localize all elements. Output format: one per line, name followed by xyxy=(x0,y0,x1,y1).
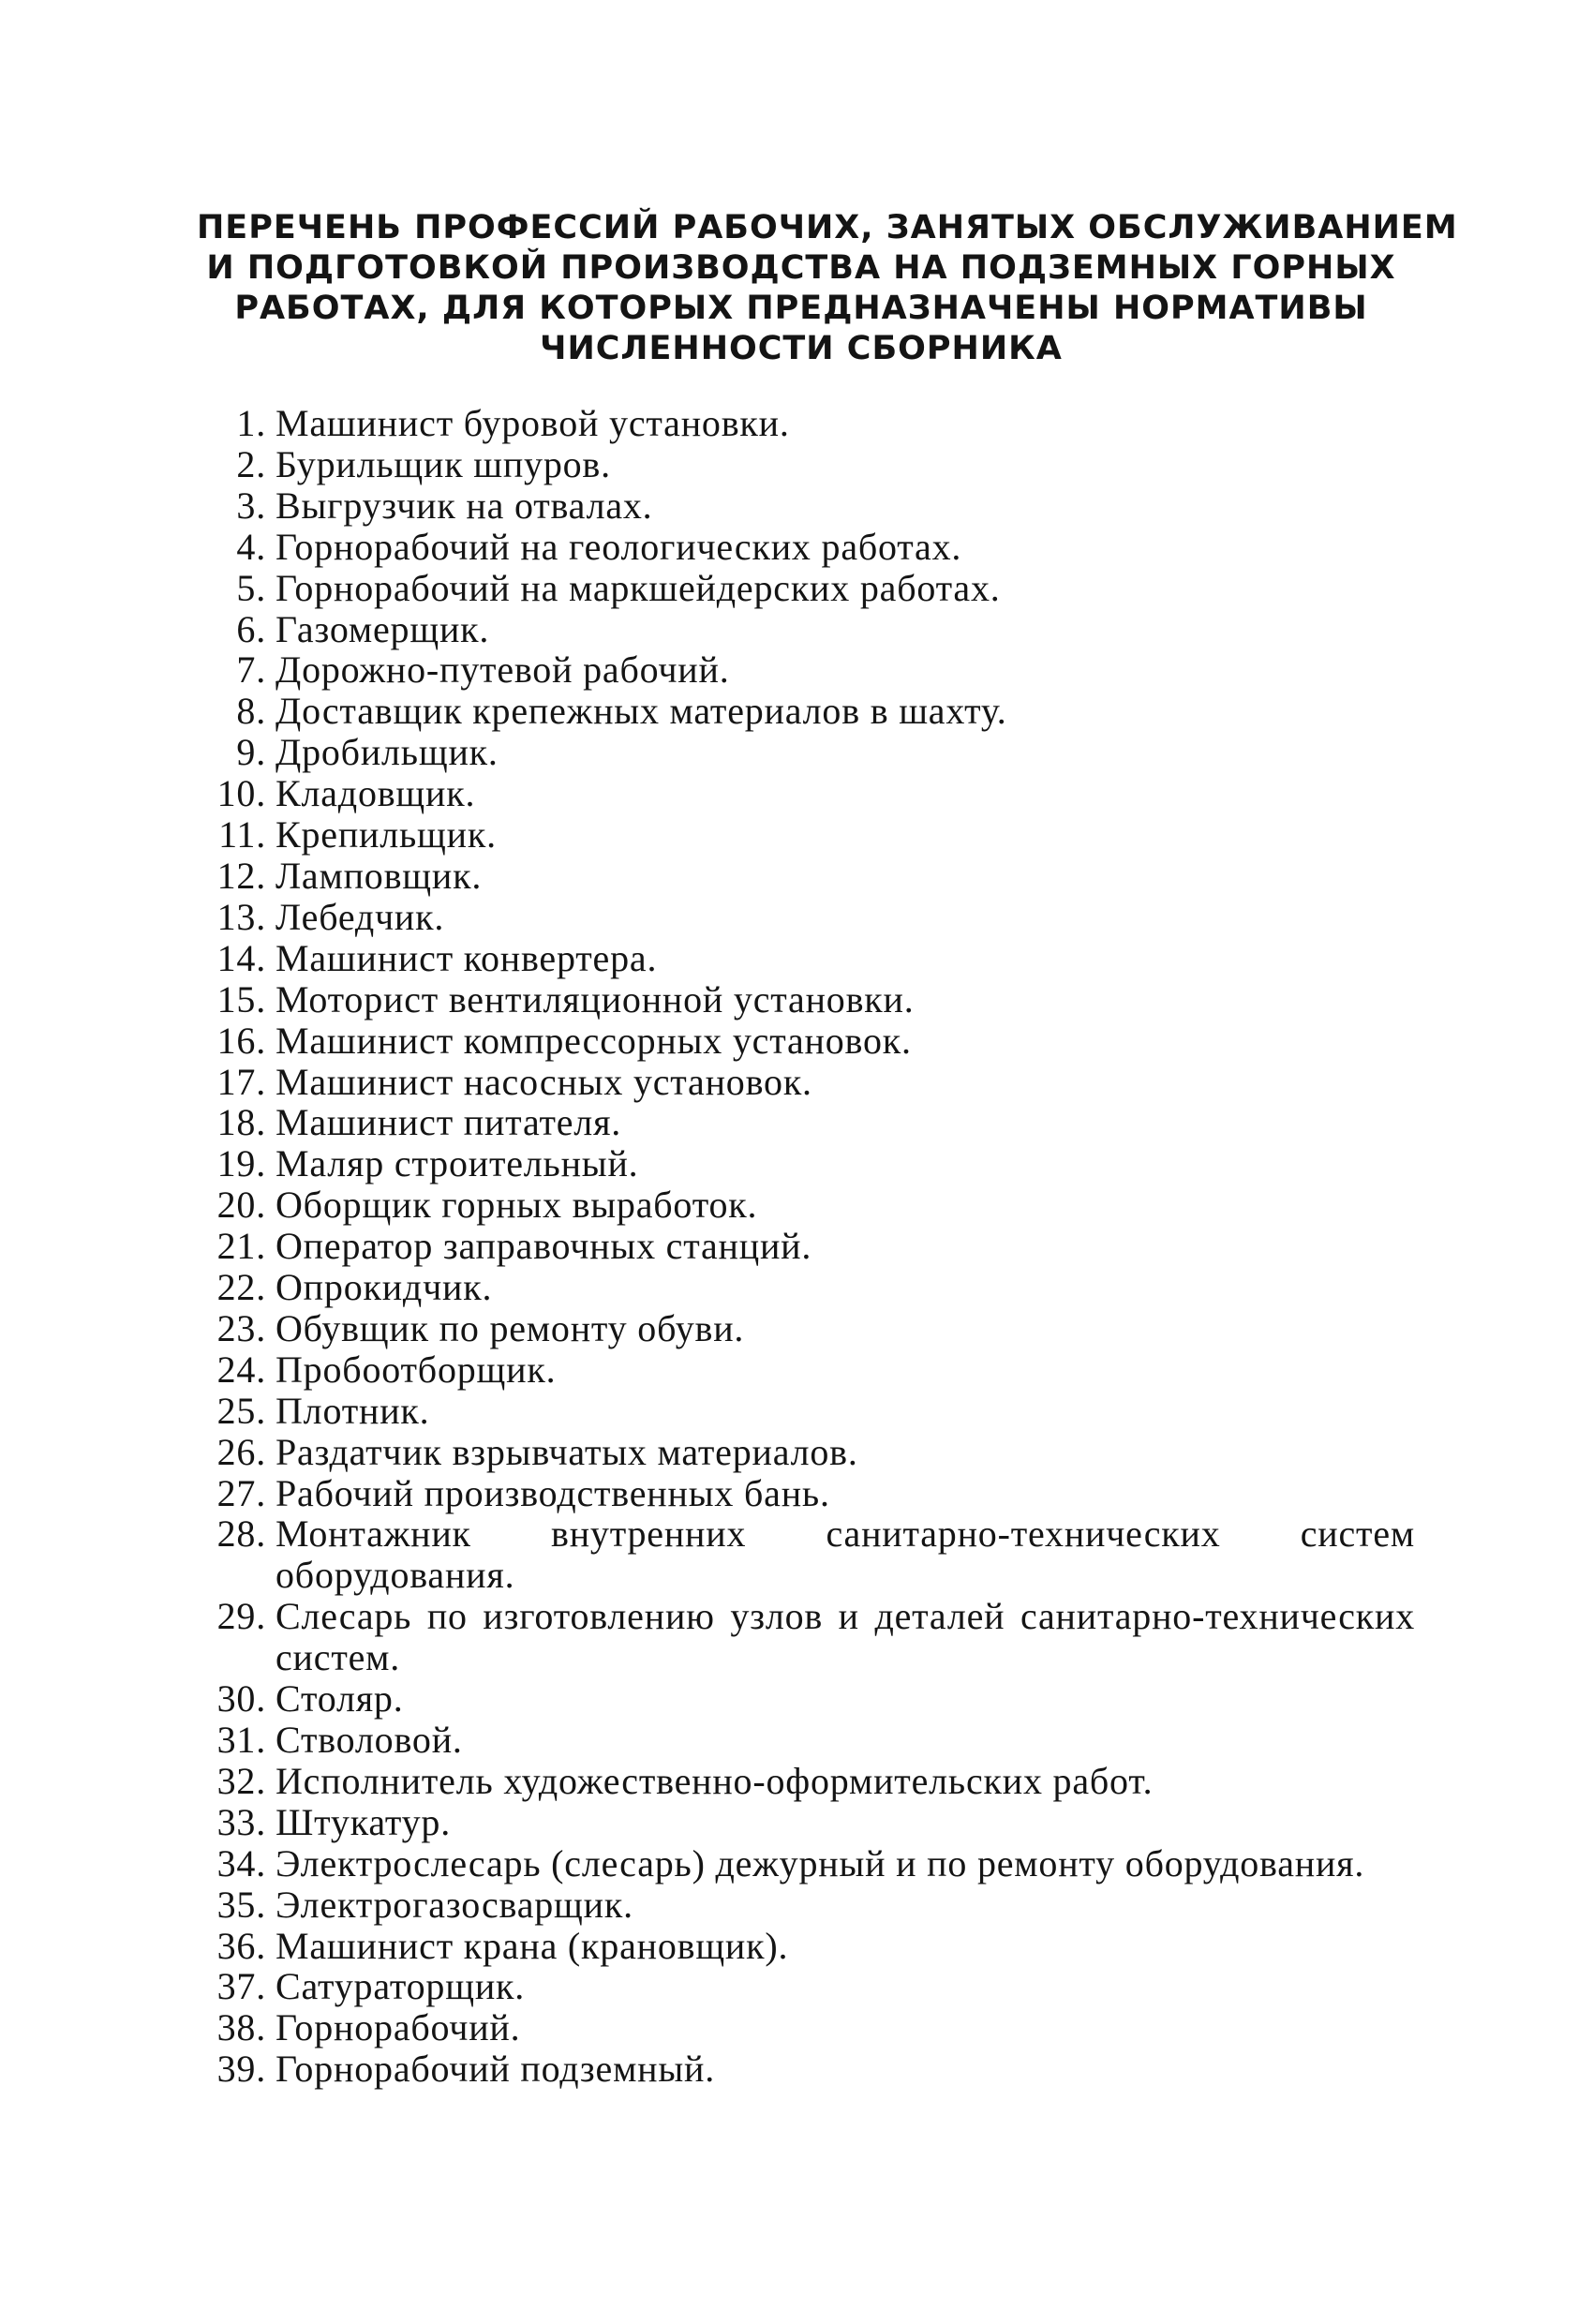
item-number: 18. xyxy=(216,1101,266,1144)
list-item xyxy=(187,649,1415,691)
item-text: Машинист крана (крановщик). xyxy=(275,1924,789,1967)
profession-list xyxy=(187,403,1415,2090)
item-number: 10. xyxy=(216,772,266,815)
list-item xyxy=(187,1678,1415,1720)
item-text: Сатураторщик. xyxy=(275,1965,526,2008)
item-text: Электрогазосварщик. xyxy=(275,1883,633,1926)
title-line-1: ПЕРЕЧЕНЬ ПРОФЕССИЙ РАБОЧИХ, ЗАНЯТЫХ ОБСЛУЖИВАНИЕМ xyxy=(197,209,1458,246)
item-number: 20. xyxy=(216,1184,266,1227)
list-item xyxy=(187,1226,1415,1267)
item-number: 11. xyxy=(218,813,266,857)
item-text: Столяр. xyxy=(275,1677,404,1721)
item-text: Выгрузчик на отвалах. xyxy=(275,484,653,527)
list-item xyxy=(187,1308,1415,1349)
item-text: Раздатчик взрывчатых материалов. xyxy=(275,1430,858,1473)
item-number: 8. xyxy=(236,690,266,733)
document-title xyxy=(197,208,1458,369)
list-item xyxy=(187,1885,1415,1926)
list-item xyxy=(187,1802,1415,1843)
list-item xyxy=(187,1432,1415,1473)
item-text: Лебедчик. xyxy=(275,895,445,938)
item-number: 26. xyxy=(216,1430,266,1473)
item-text: Бурильщик шпуров. xyxy=(275,442,611,485)
list-item xyxy=(187,2007,1415,2048)
list-item xyxy=(187,1062,1415,1103)
item-text: Стволовой. xyxy=(275,1719,463,1761)
item-number: 5. xyxy=(236,566,266,609)
item-number: 6. xyxy=(236,607,266,650)
item-text: Горнорабочий подземный. xyxy=(275,2048,716,2091)
item-number: 14. xyxy=(216,936,266,979)
item-text: Опрокидчик. xyxy=(275,1266,493,1309)
list-item xyxy=(187,897,1415,938)
item-text: Дробильщик. xyxy=(275,731,499,774)
item-text: Моторист вентиляционной установки. xyxy=(275,977,915,1020)
list-item xyxy=(187,1761,1415,1802)
item-text: Штукатур. xyxy=(275,1800,452,1843)
item-number: 15. xyxy=(216,977,266,1020)
item-text: Горнорабочий на маркшейдерских работах. xyxy=(275,566,1001,609)
list-item xyxy=(187,773,1415,814)
list-item xyxy=(187,1143,1415,1184)
item-text: Ламповщик. xyxy=(275,854,483,897)
title-line-4: ЧИСЛЕННОСТИ СБОРНИКА xyxy=(540,330,1063,367)
list-item xyxy=(187,2048,1415,2090)
item-text: Машинист насосных установок. xyxy=(275,1060,812,1103)
list-item xyxy=(187,1102,1415,1143)
item-text: Маляр строительный. xyxy=(275,1142,639,1185)
item-number: 25. xyxy=(216,1389,266,1432)
item-text: Оператор заправочных станций. xyxy=(275,1225,812,1268)
list-item xyxy=(187,609,1415,650)
item-number: 12. xyxy=(216,854,266,897)
item-text: Газомерщик. xyxy=(275,607,490,650)
item-number: 1. xyxy=(236,402,266,444)
item-text: Машинист конвертера. xyxy=(275,936,658,979)
item-text: Дорожно-путевой рабочий. xyxy=(275,648,730,692)
list-item xyxy=(187,1184,1415,1226)
list-item xyxy=(187,1391,1415,1432)
item-text: Монтажник внутренних санитарно-технических систем оборудования. xyxy=(275,1512,1415,1597)
list-item xyxy=(187,1473,1415,1514)
item-text: Пробоотборщик. xyxy=(275,1348,557,1391)
item-number: 37. xyxy=(216,1965,266,2008)
list-item xyxy=(187,1267,1415,1308)
list-item xyxy=(187,444,1415,485)
list-item xyxy=(187,691,1415,732)
list-item xyxy=(187,1966,1415,2007)
list-item xyxy=(187,403,1415,444)
item-number: 4. xyxy=(236,525,266,568)
item-number: 23. xyxy=(216,1306,266,1349)
item-number: 7. xyxy=(236,648,266,692)
item-number: 31. xyxy=(216,1719,266,1761)
list-item xyxy=(187,1349,1415,1391)
item-number: 28. xyxy=(216,1512,266,1556)
item-text: Кладовщик. xyxy=(275,772,476,815)
item-number: 34. xyxy=(216,1841,266,1885)
list-item xyxy=(187,938,1415,979)
item-text: Крепильщик. xyxy=(275,813,497,857)
item-text: Доставщик крепежных материалов в шахту. xyxy=(275,690,1007,733)
item-number: 29. xyxy=(216,1595,266,1638)
list-item xyxy=(187,1513,1415,1596)
list-item xyxy=(187,856,1415,897)
list-item xyxy=(187,568,1415,609)
item-number: 9. xyxy=(236,731,266,774)
item-number: 39. xyxy=(216,2048,266,2091)
item-text: Плотник. xyxy=(275,1389,430,1432)
item-number: 36. xyxy=(216,1924,266,1967)
list-item xyxy=(187,1020,1415,1062)
item-number: 30. xyxy=(216,1677,266,1721)
item-text: Машинист компрессорных установок. xyxy=(275,1019,912,1062)
item-number: 38. xyxy=(216,2006,266,2049)
list-item xyxy=(187,1720,1415,1761)
list-item xyxy=(187,732,1415,773)
item-text: Исполнитель художественно-оформительских работ. xyxy=(275,1759,1154,1802)
item-number: 33. xyxy=(216,1800,266,1843)
item-text: Оборщик горных выработок. xyxy=(275,1184,758,1227)
item-number: 19. xyxy=(216,1142,266,1185)
item-number: 35. xyxy=(216,1883,266,1926)
item-text: Горнорабочий. xyxy=(275,2006,521,2049)
item-number: 21. xyxy=(216,1225,266,1268)
item-number: 16. xyxy=(216,1019,266,1062)
list-item xyxy=(187,1843,1415,1885)
item-number: 13. xyxy=(216,895,266,938)
list-item xyxy=(187,527,1415,568)
list-item xyxy=(187,814,1415,856)
item-text: Машинист питателя. xyxy=(275,1101,622,1144)
item-text: Слесарь по изготовлению узлов и деталей санитарно-технических систем. xyxy=(275,1595,1415,1679)
item-number: 22. xyxy=(216,1266,266,1309)
item-text: Обувщик по ремонту обуви. xyxy=(275,1306,745,1349)
item-text: Рабочий производственных бань. xyxy=(275,1471,830,1514)
item-text: Машинист буровой установки. xyxy=(275,402,790,444)
item-text: Горнорабочий на геологических работах. xyxy=(275,525,962,568)
item-number: 3. xyxy=(236,484,266,527)
list-item xyxy=(187,979,1415,1020)
title-line-3: РАБОТАХ, ДЛЯ КОТОРЫХ ПРЕДНАЗНАЧЕНЫ НОРМАТИВЫ xyxy=(234,290,1368,327)
item-number: 17. xyxy=(216,1060,266,1103)
item-number: 27. xyxy=(216,1471,266,1514)
list-item xyxy=(187,485,1415,527)
list-item xyxy=(187,1596,1415,1678)
item-number: 24. xyxy=(216,1348,266,1391)
list-item xyxy=(187,1926,1415,1967)
title-line-2: И ПОДГОТОВКОЙ ПРОИЗВОДСТВА НА ПОДЗЕМНЫХ ГОРНЫХ xyxy=(206,249,1396,287)
item-number: 2. xyxy=(236,442,266,485)
item-text: Электрослесарь (слесарь) дежурный и по ремонту оборудования. xyxy=(275,1841,1365,1885)
item-number: 32. xyxy=(216,1759,266,1802)
